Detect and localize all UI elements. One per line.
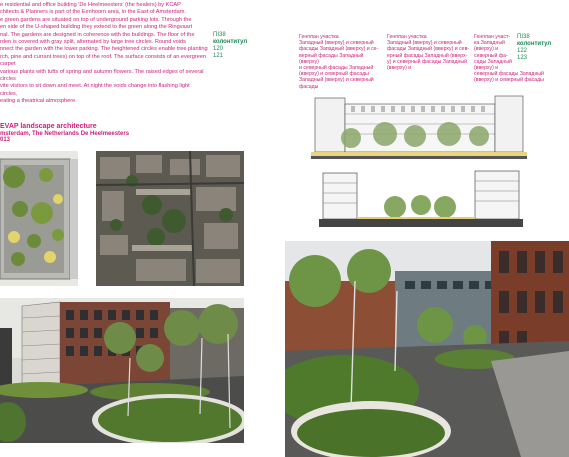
page-number: 120 <box>213 46 224 52</box>
intro-line: nal. The gardens are designed in coherence with the buildings. The floor of the <box>0 31 195 38</box>
caption-line: фасады <box>299 83 319 90</box>
page-label: колонтитул <box>213 39 248 45</box>
page-number: 121 <box>213 53 224 59</box>
aerial-photo <box>96 151 244 286</box>
caption-line: верный фасады Западный (вверху) <box>299 52 364 65</box>
project-year: 013 <box>0 137 11 144</box>
caption-1 <box>299 34 381 90</box>
caption-line: сады Западный <box>474 58 512 65</box>
page-tag-left <box>213 32 247 60</box>
page-code: ПІ38 <box>517 34 530 40</box>
caption-line: ка Западный <box>474 40 505 47</box>
garden-photo-left <box>0 298 244 443</box>
caption-line: фасады Западный (вверху) и сев- <box>387 46 470 53</box>
caption-line: фасады Западный (вверху) и се- <box>299 46 379 53</box>
elevation-drawing-top <box>311 94 527 162</box>
caption-line: (вверху) и северный фасады <box>474 77 544 84</box>
caption-line: (вверху) и <box>474 46 499 53</box>
project-title: EVAP landscape architecture <box>0 123 97 130</box>
caption-2 <box>387 34 471 71</box>
caption-line: и северный фасады Западный <box>299 65 374 72</box>
intro-line: rden is covered with gray split, alternated by large tree circles. Round voids <box>0 39 186 46</box>
caption-line: Генплан участка <box>387 34 427 40</box>
caption-line: северный фа- <box>474 52 508 59</box>
intro-line: various plants with tufts of spring and autumn flowers. The raised edges of several circles <box>0 68 204 83</box>
site-plan-image <box>0 151 78 286</box>
page-label: колонтитул <box>517 41 552 47</box>
caption-line: ерный фасады Западный (вверх- <box>387 52 468 59</box>
page-number: 123 <box>517 55 528 61</box>
caption-line: Генплан участка <box>299 34 339 40</box>
caption-line: Западный (вверху) и северный <box>387 40 462 47</box>
garden-photo-right <box>285 241 569 457</box>
caption-line: северный фасады Западный <box>474 71 544 78</box>
intro-line: en side of the U-shaped building they extend to the green along the Ringvaart <box>0 24 193 31</box>
caption-line: (вверху) и северный фасады <box>299 71 369 78</box>
section-drawing <box>319 169 523 231</box>
page-tag-right <box>517 34 551 62</box>
intro-line: eating a theatrical atmosphere. <box>0 98 77 105</box>
caption-line: (вверху) и <box>474 65 499 72</box>
caption-line: Западный (вверху) и северный <box>299 77 374 84</box>
caption-line: (вверху) и <box>387 65 412 72</box>
project-location: msterdam, The Netherlands De Heelmeesters <box>0 130 130 137</box>
intro-line: vite visitors to sit down and meet. At night the voids change into flashing light circles, <box>0 83 190 97</box>
caption-line: Западный (вверху) и северный <box>299 40 374 47</box>
project-title-block <box>0 123 210 144</box>
intro-line: chitects & Planners is part of the Eenhoorn area, in the East of Amsterdam. <box>0 9 186 16</box>
caption-line: у) и северный фасады Западный <box>387 58 468 65</box>
intro-line: e green gardens are situated on top of underground parking lots. Through the <box>0 16 192 23</box>
intro-line: nnect the garden with the lower parking. The heightened circles enable tree planting <box>0 46 208 53</box>
intro-line: rch, pine and currant trees) on top of the roof. The surface consists of an evergreen carpet <box>0 53 207 68</box>
page-code: ПІ38 <box>213 32 226 38</box>
caption-line: Генплан участ- <box>474 34 511 40</box>
intro-text <box>0 2 208 106</box>
page-number: 122 <box>517 48 528 54</box>
intro-line: e residential and office building 'De Heelmeesters' (the healers) by KCAP <box>0 2 181 8</box>
